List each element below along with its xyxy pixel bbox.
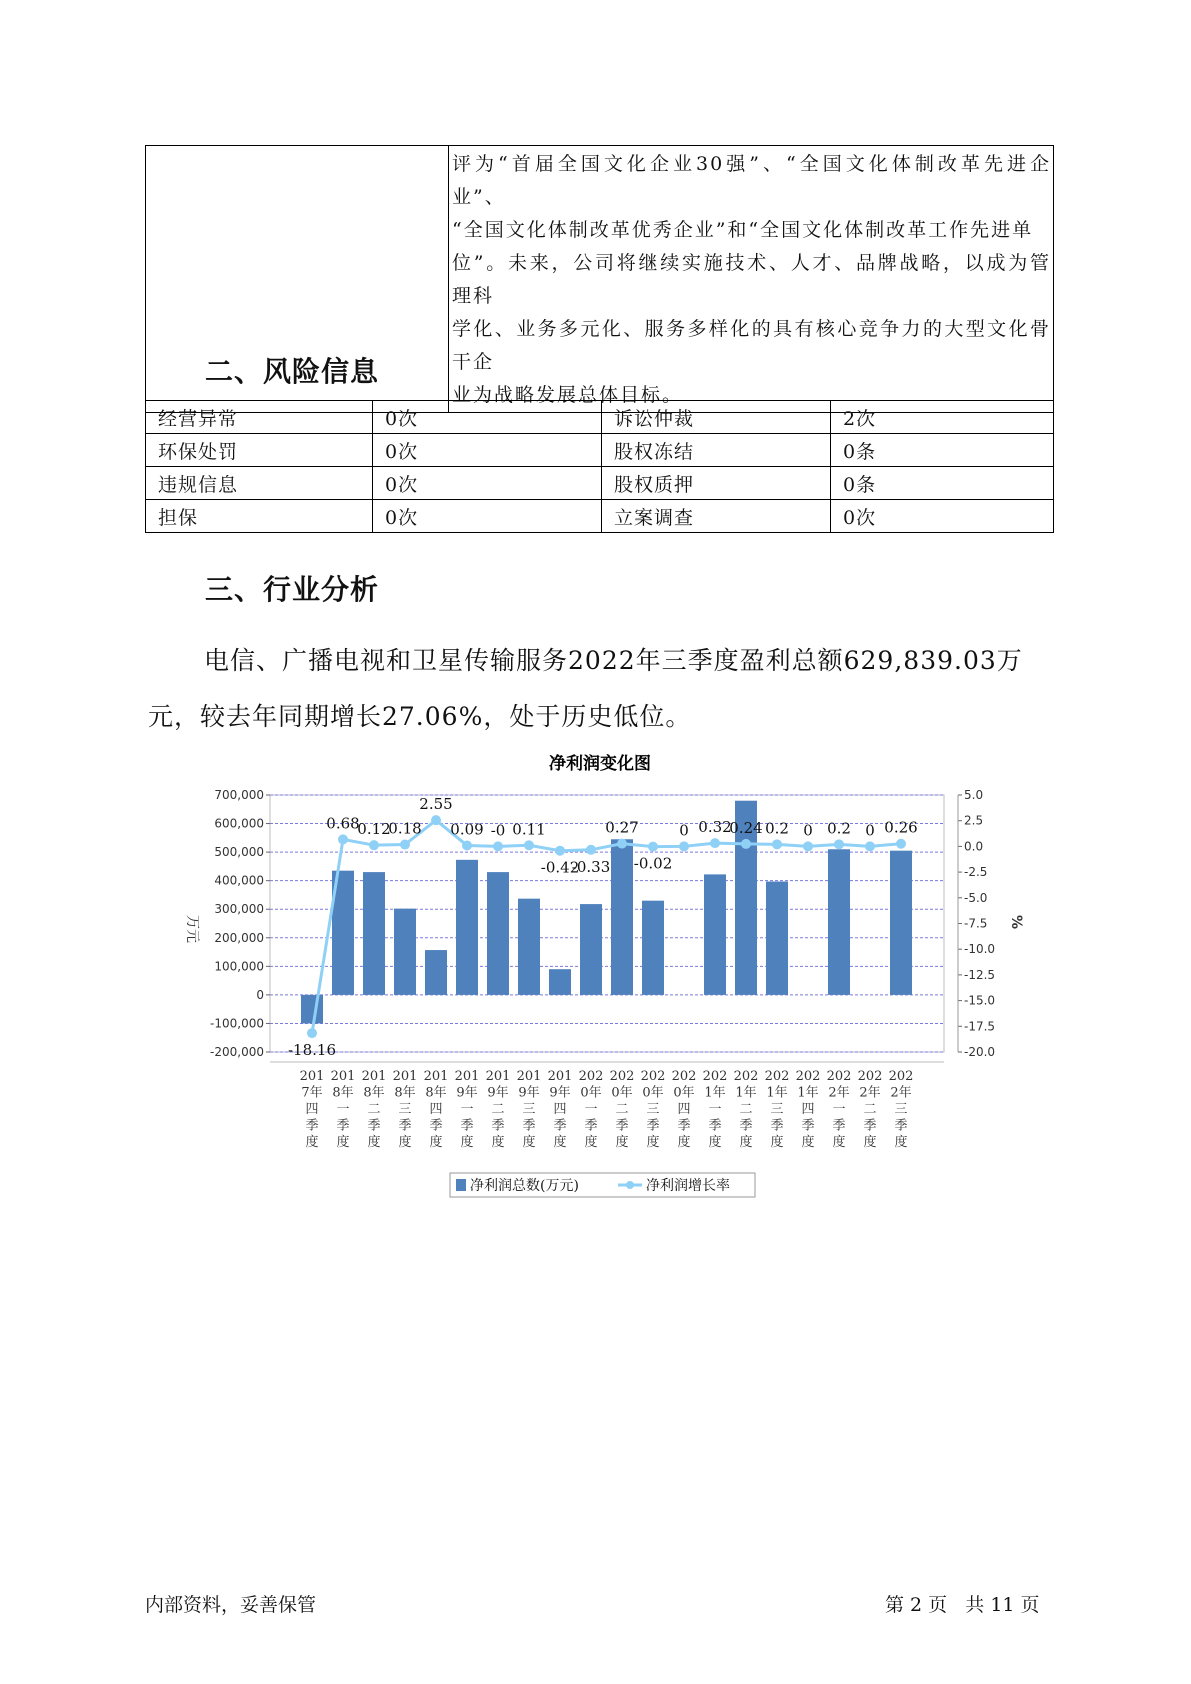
- category-label: 202: [857, 1069, 883, 1084]
- right-axis-tick-label: -15.0: [964, 993, 996, 1008]
- category-label: 度: [367, 1135, 381, 1150]
- growth-rate-point: [648, 842, 658, 852]
- legend-bar-swatch: [456, 1179, 466, 1191]
- category-label: 202: [671, 1069, 697, 1084]
- category-label: 202: [578, 1069, 604, 1084]
- category-label: 202: [764, 1069, 790, 1084]
- risk-value: 0次: [373, 467, 602, 500]
- category-label: 四: [677, 1102, 691, 1117]
- risk-table: [145, 400, 1054, 533]
- growth-rate-point: [338, 834, 348, 844]
- category-label: 季: [708, 1118, 722, 1134]
- category-label: 2年: [859, 1085, 881, 1101]
- category-label: 季: [646, 1118, 660, 1134]
- left-axis-tick-label: 0: [256, 987, 264, 1002]
- data-label: 0.24: [729, 818, 763, 837]
- data-label: 0: [865, 821, 875, 840]
- right-axis-tick-label: -12.5: [964, 967, 996, 982]
- category-label: 一: [460, 1102, 474, 1117]
- category-label: 2年: [828, 1085, 850, 1101]
- category-label: 三: [894, 1102, 908, 1117]
- category-label: 四: [801, 1102, 815, 1117]
- risk-label: 股权质押: [602, 467, 831, 500]
- category-label: 1年: [704, 1085, 726, 1101]
- data-label: 0.2: [765, 819, 789, 838]
- risk-label: 担保: [146, 500, 373, 533]
- category-label: 0年: [642, 1085, 664, 1101]
- risk-value: 0次: [831, 500, 1054, 533]
- category-label: 季: [894, 1118, 908, 1134]
- right-axis-label: %: [1008, 915, 1024, 930]
- bar: [642, 901, 664, 995]
- category-label: 二: [367, 1102, 381, 1117]
- data-label: 0.11: [512, 820, 546, 839]
- left-axis-tick-label: 500,000: [214, 845, 264, 860]
- footer-page-number: 第 2 页 共 11 页: [885, 1594, 1040, 1616]
- category-label: 202: [702, 1069, 728, 1084]
- category-label: 201: [361, 1069, 387, 1084]
- category-label: 度: [832, 1135, 846, 1150]
- industry-paragraph: 电信、广播电视和卫星传输服务2022年三季度盈利总额629,839.03万元，较去年同期增长27.06%，处于历史低位。: [148, 646, 1023, 731]
- category-label: 季: [801, 1118, 815, 1134]
- category-label: 一: [832, 1102, 846, 1117]
- intro-line: 位”。未来，公司将继续实施技术、人才、品牌战略，以成为管理科: [452, 252, 1051, 307]
- left-axis-tick-label: 400,000: [214, 873, 264, 888]
- risk-label: 环保处罚: [146, 434, 373, 467]
- category-label: 202: [640, 1069, 666, 1084]
- growth-rate-point: [493, 841, 503, 851]
- category-label: 度: [460, 1135, 474, 1150]
- data-label: 0: [803, 821, 813, 840]
- growth-rate-point: [369, 840, 379, 850]
- right-axis-tick-label: -5.0: [964, 890, 988, 905]
- category-label: 度: [398, 1135, 412, 1150]
- risk-value: 0次: [373, 500, 602, 533]
- category-label: 季: [429, 1118, 443, 1134]
- intro-text-cell: [449, 146, 1054, 413]
- data-label: 0.18: [388, 819, 422, 838]
- data-label: 0.26: [884, 818, 918, 837]
- category-label: 1年: [735, 1085, 757, 1101]
- risk-row: [146, 401, 1054, 434]
- right-axis-tick-label: 2.5: [964, 813, 984, 828]
- growth-rate-point: [772, 839, 782, 849]
- category-label: 季: [677, 1118, 691, 1134]
- growth-rate-point: [400, 840, 410, 850]
- category-label: 1年: [797, 1085, 819, 1101]
- category-label: 一: [584, 1102, 598, 1117]
- category-label: 8年: [425, 1085, 447, 1101]
- category-label: 202: [733, 1069, 759, 1084]
- left-axis-tick-label: 200,000: [214, 930, 264, 945]
- category-label: 201: [454, 1069, 480, 1084]
- right-axis-tick-label: -2.5: [964, 865, 988, 880]
- growth-rate-point: [462, 840, 472, 850]
- category-label: 202: [609, 1069, 635, 1084]
- bar: [549, 969, 571, 995]
- category-label: 202: [826, 1069, 852, 1084]
- bar: [425, 950, 447, 995]
- category-label: 度: [863, 1135, 877, 1150]
- category-label: 度: [553, 1135, 567, 1150]
- data-label: 0.2: [827, 819, 851, 838]
- growth-rate-point: [307, 1028, 317, 1038]
- category-label: 度: [894, 1135, 908, 1150]
- category-label: 二: [739, 1102, 753, 1117]
- legend-line-marker: [626, 1181, 634, 1189]
- data-label: 0.27: [605, 818, 639, 837]
- category-label: 201: [330, 1069, 356, 1084]
- risk-row: [146, 434, 1054, 467]
- bar: [766, 882, 788, 995]
- growth-rate-point: [617, 839, 627, 849]
- data-label: -0: [490, 821, 506, 840]
- left-axis-tick-label: 100,000: [214, 959, 264, 974]
- category-label: 季: [460, 1118, 474, 1134]
- category-label: 度: [584, 1135, 598, 1150]
- growth-rate-point: [865, 841, 875, 851]
- data-label: 0: [679, 821, 689, 840]
- left-axis-tick-label: 700,000: [214, 788, 264, 802]
- category-label: 季: [305, 1118, 319, 1134]
- category-label: 度: [646, 1135, 660, 1150]
- category-label: 季: [336, 1118, 350, 1134]
- intro-line: “全国文化体制改革优秀企业”和“全国文化体制改革工作先进单: [452, 219, 1034, 241]
- category-label: 8年: [332, 1085, 354, 1101]
- category-label: 7年: [301, 1085, 323, 1101]
- category-label: 一: [708, 1102, 722, 1117]
- growth-rate-point: [834, 839, 844, 849]
- category-label: 二: [863, 1102, 877, 1117]
- category-label: 201: [547, 1069, 573, 1084]
- category-label: 201: [299, 1069, 325, 1084]
- category-label: 9年: [456, 1085, 478, 1101]
- category-label: 季: [615, 1118, 629, 1134]
- right-axis-tick-label: 0.0: [964, 839, 984, 854]
- category-label: 度: [615, 1135, 629, 1150]
- left-axis-tick-label: -100,000: [210, 1016, 264, 1031]
- category-label: 8年: [363, 1085, 385, 1101]
- bar: [890, 851, 912, 995]
- industry-heading: 三、行业分析: [205, 573, 380, 606]
- category-label: 度: [677, 1135, 691, 1150]
- bar: [580, 904, 602, 995]
- left-axis-tick-label: -200,000: [210, 1045, 264, 1059]
- category-label: 8年: [394, 1085, 416, 1101]
- right-axis-tick-label: -10.0: [964, 942, 996, 957]
- category-label: 202: [795, 1069, 821, 1084]
- risk-label: 违规信息: [146, 467, 373, 500]
- data-label: 0.09: [450, 820, 484, 839]
- intro-line: 业为战略发展总体目标。: [452, 384, 684, 406]
- category-label: 季: [832, 1118, 846, 1134]
- category-label: 三: [770, 1102, 784, 1117]
- category-label: 9年: [487, 1085, 509, 1101]
- data-label: -0.33: [571, 857, 611, 876]
- data-label: 0.12: [357, 820, 391, 839]
- category-label: 四: [305, 1102, 319, 1117]
- bar: [704, 874, 726, 995]
- left-axis-tick-label: 600,000: [214, 816, 264, 831]
- category-label: 四: [553, 1102, 567, 1117]
- category-label: 度: [770, 1135, 784, 1150]
- right-axis-tick-label: -17.5: [964, 1019, 996, 1034]
- growth-rate-point: [431, 815, 441, 825]
- category-label: 季: [367, 1118, 381, 1134]
- category-label: 度: [739, 1135, 753, 1150]
- category-label: 度: [708, 1135, 722, 1150]
- risk-value: 0条: [831, 434, 1054, 467]
- category-label: 度: [429, 1135, 443, 1150]
- bar: [363, 872, 385, 995]
- data-label: 2.55: [419, 795, 453, 814]
- category-label: 季: [739, 1118, 753, 1134]
- footer-confidential-note: 内部资料，妥善保管: [145, 1594, 317, 1616]
- category-label: 201: [485, 1069, 511, 1084]
- risk-heading: 二、风险信息: [205, 355, 380, 388]
- growth-rate-point: [741, 839, 751, 849]
- legend-line-label: 净利润增长率: [646, 1178, 730, 1194]
- risk-value: 0次: [373, 401, 602, 434]
- bar: [611, 839, 633, 995]
- growth-rate-point: [586, 845, 596, 855]
- category-label: 201: [392, 1069, 418, 1084]
- intro-line: 学化、业务多元化、服务多样化的具有核心竞争力的大型文化骨干企: [452, 318, 1051, 373]
- bar: [518, 899, 540, 995]
- data-label: 0.68: [326, 814, 360, 833]
- legend-bar-label: 净利润总数(万元): [470, 1178, 579, 1194]
- data-label: 0.32: [698, 818, 732, 837]
- data-label: -0.02: [633, 854, 673, 873]
- risk-row: [146, 467, 1054, 500]
- left-axis-label: 万元: [184, 915, 200, 943]
- growth-rate-point: [896, 839, 906, 849]
- category-label: 季: [584, 1118, 598, 1134]
- growth-rate-point: [679, 841, 689, 851]
- left-axis-tick-label: 300,000: [214, 902, 264, 917]
- category-label: 季: [553, 1118, 567, 1134]
- category-label: 1年: [766, 1085, 788, 1101]
- category-label: 季: [398, 1118, 412, 1134]
- risk-value: 0次: [373, 434, 602, 467]
- data-label: -0.42: [540, 858, 580, 877]
- category-label: 四: [429, 1102, 443, 1117]
- category-label: 9年: [518, 1085, 540, 1101]
- growth-rate-point: [524, 840, 534, 850]
- category-label: 0年: [611, 1085, 633, 1101]
- risk-label: 股权冻结: [602, 434, 831, 467]
- category-label: 度: [801, 1135, 815, 1150]
- category-label: 季: [770, 1118, 784, 1134]
- growth-rate-point: [803, 841, 813, 851]
- category-label: 0年: [673, 1085, 695, 1101]
- category-label: 二: [491, 1102, 505, 1117]
- risk-label: 立案调查: [602, 500, 831, 533]
- category-label: 2年: [890, 1085, 912, 1101]
- data-label: -18.16: [287, 1041, 337, 1060]
- right-axis-tick-label: -20.0: [964, 1045, 996, 1059]
- risk-value: 0条: [831, 467, 1054, 500]
- right-axis-tick-label: -7.5: [964, 916, 988, 931]
- category-label: 季: [522, 1118, 536, 1134]
- growth-rate-point: [555, 846, 565, 856]
- category-label: 9年: [549, 1085, 571, 1101]
- category-label: 三: [646, 1102, 660, 1117]
- category-label: 度: [305, 1135, 319, 1150]
- net-profit-chart: [180, 745, 1040, 1205]
- category-label: 季: [863, 1118, 877, 1134]
- risk-row: [146, 500, 1054, 533]
- bar: [456, 860, 478, 995]
- risk-label: 经营异常: [146, 401, 373, 434]
- bar: [301, 995, 323, 1024]
- category-label: 二: [615, 1102, 629, 1117]
- category-label: 度: [491, 1135, 505, 1150]
- risk-label: 诉讼仲裁: [602, 401, 831, 434]
- bar: [828, 849, 850, 995]
- intro-line: 评为“首届全国文化企业30强”、“全国文化体制改革先进企业”、: [452, 153, 1051, 208]
- chart-title: 净利润变化图: [549, 754, 651, 774]
- category-label: 季: [491, 1118, 505, 1134]
- risk-value: 2次: [831, 401, 1054, 434]
- category-label: 三: [522, 1102, 536, 1117]
- bar: [394, 909, 416, 995]
- category-label: 度: [336, 1135, 350, 1150]
- category-label: 201: [423, 1069, 449, 1084]
- category-label: 0年: [580, 1085, 602, 1101]
- bar: [487, 872, 509, 995]
- category-label: 201: [516, 1069, 542, 1084]
- category-label: 度: [522, 1135, 536, 1150]
- growth-rate-point: [710, 838, 720, 848]
- right-axis-tick-label: 5.0: [964, 788, 984, 802]
- category-label: 202: [888, 1069, 914, 1084]
- category-label: 一: [336, 1102, 350, 1117]
- category-label: 三: [398, 1102, 412, 1117]
